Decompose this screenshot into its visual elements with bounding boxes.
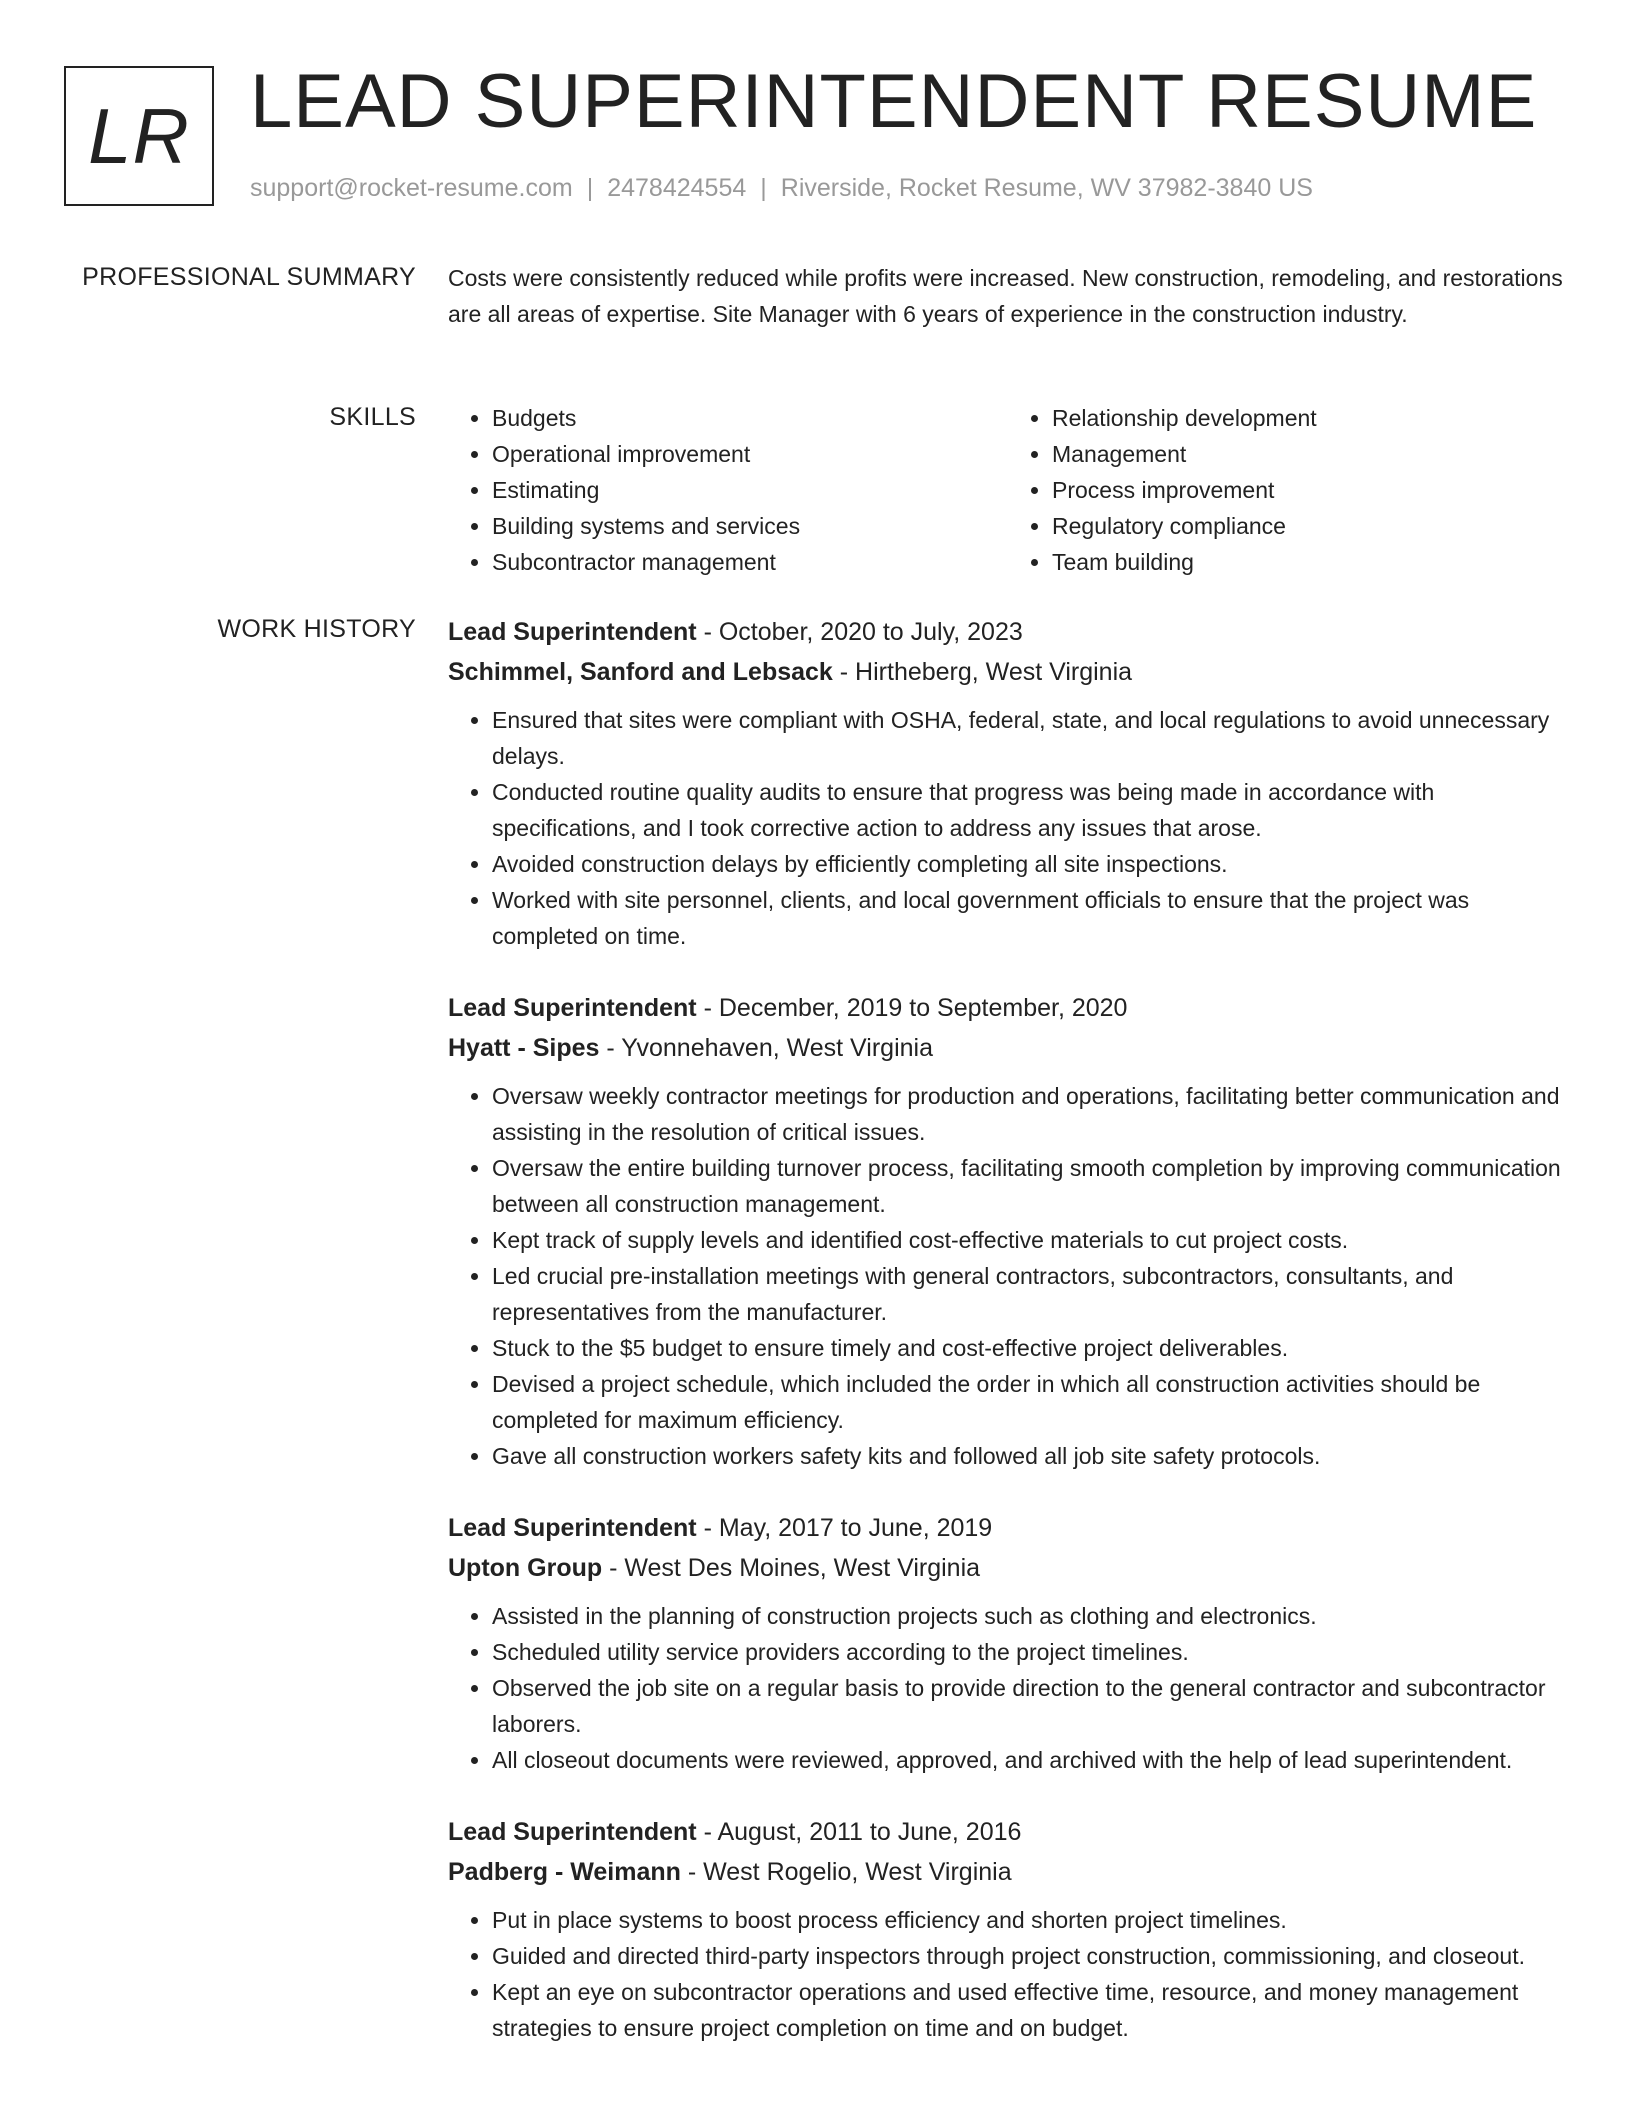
job-bullet: • Gave all construction workers safety kits and followed all job site safety protocols. xyxy=(492,1438,1568,1474)
job-bullet: • Oversaw the entire building turnover process, facilitating smooth completion by improving communication between all construction management. xyxy=(492,1150,1568,1222)
job-entry xyxy=(448,988,1568,1474)
monogram-logo xyxy=(64,66,214,206)
job-bullet: • Devised a project schedule, which included the order in which all construction activities should be completed for maximum efficiency. xyxy=(492,1366,1568,1438)
contact-phone[interactable]: 2478424554 xyxy=(607,174,747,202)
skill-item: • Estimating xyxy=(492,472,1008,508)
job-dates: - December, 2019 to September, 2020 xyxy=(696,994,1128,1022)
skill-item: • Relationship development xyxy=(1052,400,1568,436)
skills-list-right xyxy=(1008,400,1568,580)
job-bullet: • Conducted routine quality audits to ensure that progress was being made in accordance with specifications, and I took corrective action to address any issues that arose. xyxy=(492,774,1568,846)
job-dates: - August, 2011 to June, 2016 xyxy=(696,1818,1022,1846)
job-bullet: • Led crucial pre-installation meetings with general contractors, subcontractors, consultants, and representatives from the manufacturer. xyxy=(492,1258,1568,1330)
job-company: Schimmel, Sanford and Lebsack xyxy=(448,658,833,686)
job-title-line xyxy=(448,1812,1568,1852)
skill-item: • Operational improvement xyxy=(492,436,1008,472)
summary-content xyxy=(448,260,1568,332)
contact-email[interactable]: support@rocket-resume.com xyxy=(250,174,573,202)
skills-list-left xyxy=(448,400,1008,580)
skill-item: • Management xyxy=(1052,436,1568,472)
job-bullets xyxy=(448,1598,1568,1778)
section-label-skills: SKILLS xyxy=(329,403,416,431)
work-history-content xyxy=(448,612,1568,2080)
summary-text: Costs were consistently reduced while profits were increased. New construction, remodeling, and restorations are all areas of expertise. Site Manager with 6 years of experience in the construction industry. xyxy=(448,265,1563,327)
job-company: Padberg - Weimann xyxy=(448,1858,681,1886)
job-entry xyxy=(448,612,1568,954)
job-bullet: • Guided and directed third-party inspectors through project construction, commissioning, and closeout. xyxy=(492,1938,1568,1974)
job-company-line xyxy=(448,1548,1568,1588)
job-company-line xyxy=(448,1852,1568,1892)
skill-item: • Team building xyxy=(1052,544,1568,580)
job-title-line xyxy=(448,1508,1568,1548)
job-dates: - October, 2020 to July, 2023 xyxy=(696,618,1023,646)
job-location: - Hirtheberg, West Virginia xyxy=(832,658,1133,686)
job-title-line xyxy=(448,988,1568,1028)
job-bullet: • Observed the job site on a regular basis to provide direction to the general contractor and subcontractor laborers. xyxy=(492,1670,1568,1742)
job-bullet: • Assisted in the planning of construction projects such as clothing and electronics. xyxy=(492,1598,1568,1634)
job-bullet: • Put in place systems to boost process efficiency and shorten project timelines. xyxy=(492,1902,1568,1938)
skill-item: • Budgets xyxy=(492,400,1008,436)
job-dates: - May, 2017 to June, 2019 xyxy=(696,1514,993,1542)
contact-separator: | xyxy=(586,174,594,202)
job-bullet: • Worked with site personnel, clients, and local government officials to ensure that the project was completed on time. xyxy=(492,882,1568,954)
job-title: Lead Superintendent xyxy=(448,994,697,1022)
skill-item: • Subcontractor management xyxy=(492,544,1008,580)
job-title: Lead Superintendent xyxy=(448,1818,697,1846)
job-title: Lead Superintendent xyxy=(448,618,697,646)
job-location: - Yvonnehaven, West Virginia xyxy=(599,1034,933,1062)
job-title: Lead Superintendent xyxy=(448,1514,697,1542)
section-label-summary: PROFESSIONAL SUMMARY xyxy=(82,263,416,291)
job-bullet: • Oversaw weekly contractor meetings for production and operations, facilitating better communication and assisting in the resolution of critical issues. xyxy=(492,1078,1568,1150)
job-bullet: • Avoided construction delays by efficiently completing all site inspections. xyxy=(492,846,1568,882)
job-bullet: • Scheduled utility service providers according to the project timelines. xyxy=(492,1634,1568,1670)
job-bullets xyxy=(448,1902,1568,2046)
monogram-initials: LR xyxy=(88,91,190,180)
job-bullet: • All closeout documents were reviewed, approved, and archived with the help of lead superintendent. xyxy=(492,1742,1568,1778)
job-company-line xyxy=(448,1028,1568,1068)
job-entry xyxy=(448,1812,1568,2046)
job-company-line xyxy=(448,652,1568,692)
job-bullet: • Ensured that sites were compliant with OSHA, federal, state, and local regulations to avoid unnecessary delays. xyxy=(492,702,1568,774)
resume-title: LEAD SUPERINTENDENT RESUME xyxy=(250,59,1538,144)
job-location: - West Des Moines, West Virginia xyxy=(602,1554,981,1582)
job-title-line xyxy=(448,612,1568,652)
skills-content xyxy=(448,400,1568,580)
job-company: Hyatt - Sipes xyxy=(448,1034,600,1062)
skill-item: • Process improvement xyxy=(1052,472,1568,508)
job-bullets xyxy=(448,1078,1568,1474)
job-bullet: • Kept track of supply levels and identified cost-effective materials to cut project costs. xyxy=(492,1222,1568,1258)
contact-address: Riverside, Rocket Resume, WV 37982-3840 US xyxy=(780,174,1313,202)
skill-item: • Building systems and services xyxy=(492,508,1008,544)
job-entry xyxy=(448,1508,1568,1778)
job-bullet: • Kept an eye on subcontractor operations and used effective time, resource, and money management strategies to ensure project completion on time and on budget. xyxy=(492,1974,1568,2046)
job-bullet: • Stuck to the $5 budget to ensure timely and cost-effective project deliverables. xyxy=(492,1330,1568,1366)
job-company: Upton Group xyxy=(448,1554,603,1582)
section-label-work-history: WORK HISTORY xyxy=(217,615,416,643)
contact-line xyxy=(250,174,1313,203)
job-location: - West Rogelio, West Virginia xyxy=(680,1858,1012,1886)
contact-separator: | xyxy=(760,174,767,202)
skill-item: • Regulatory compliance xyxy=(1052,508,1568,544)
job-bullets xyxy=(448,702,1568,954)
